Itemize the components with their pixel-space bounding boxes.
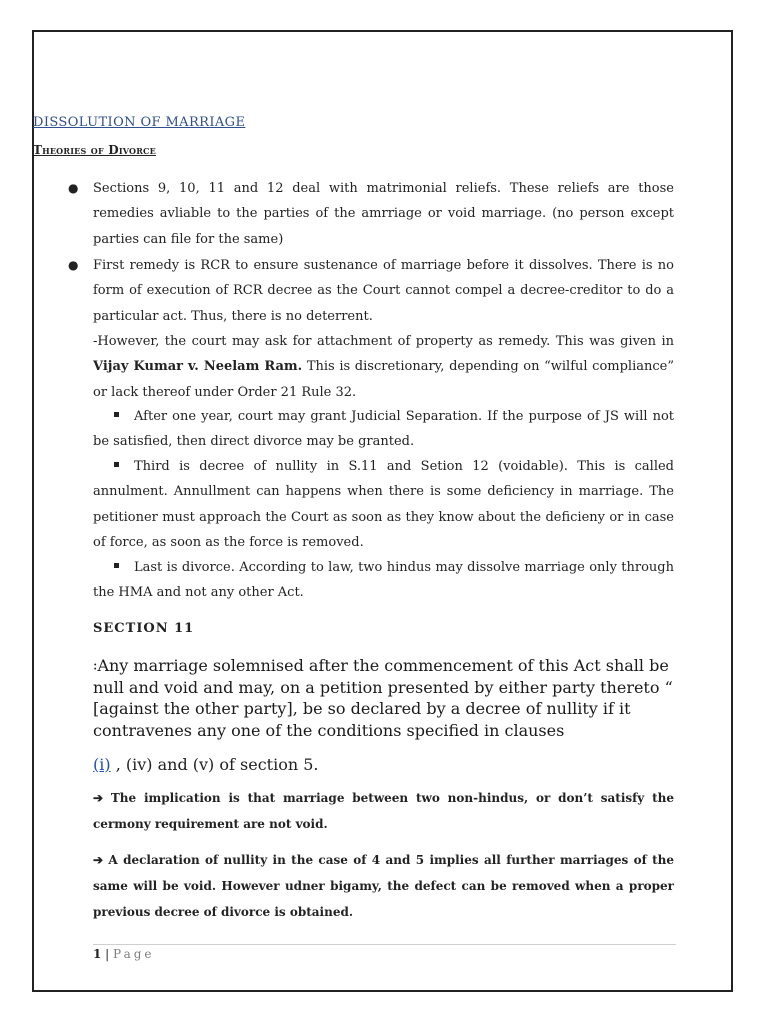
section-quote-end [93, 755, 319, 774]
sub-item-text: Last is divorce. According to law, two hindus may dissolve marriage only through the HMA and not any other Act. [93, 560, 674, 601]
sub-item-2 [93, 454, 674, 556]
arrow-point-2: ➔ A declaration of nullity in the case of 4 and 5 implies all further marriages of the same will be void. However udner bigamy, the defect can be removed when a proper previous decree of divorce is obtained. [93, 853, 674, 919]
bullet-dot-icon: ● [68, 181, 79, 195]
arrow-point-1: ➔ The implication is that marriage between two non-hindus, or don’t satisfy the cermony requirement are not void. [93, 791, 674, 831]
however-suffix: This is discretionary, depending on “wilful compliance” or lack thereof under Order 21 Rule 32. [93, 359, 674, 400]
square-bullet-icon [114, 563, 119, 568]
quote-tail: , (iv) and (v) of section 5. [110, 755, 319, 774]
bullet-dot-icon: ● [68, 258, 79, 272]
sub-item-1 [93, 404, 674, 455]
page-footer [93, 947, 155, 961]
however-paragraph [93, 329, 674, 405]
footer-separator: | [101, 947, 114, 961]
section-quote: ꞉Any marriage solemnised after the commencement of this Act shall be null and void and may, on a petition presented by either party thereto “ [against the other party], be so declared by a decree of nullity if it contravenes any one of the conditions specified in clauses [93, 656, 673, 740]
section-heading: SECTION 11 [93, 621, 195, 636]
square-bullet-icon [114, 462, 119, 467]
clause-link[interactable]: (i) [93, 755, 111, 774]
case-name: Vijay Kumar v. Neelam Ram. [93, 359, 303, 375]
footer-divider [93, 944, 676, 945]
page-number: 1 [93, 947, 102, 961]
bullet-item-2: First remedy is RCR to ensure sustenance of marriage before it dissolves. There is no form of execution of RCR decree as the Court cannot compel a decree-creditor to do a particular act. Thus, there is no deterrent. [93, 258, 674, 324]
bullet-item-1: Sections 9, 10, 11 and 12 deal with matrimonial reliefs. These reliefs are those remedies avliable to the parties of the amrriage or void marriage. (no person except parties can file for the same) [93, 181, 674, 247]
page-label: Page [113, 947, 155, 961]
square-bullet-icon [114, 412, 119, 417]
document-title: DISSOLUTION OF MARRIAGE [33, 115, 246, 130]
sub-item-3 [93, 555, 674, 606]
sub-item-text: After one year, court may grant Judicial Separation. If the purpose of JS will not be satisfied, then direct divorce may be granted. [93, 409, 674, 450]
however-prefix: -However, the court may ask for attachment of property as remedy. This was given in [93, 334, 674, 349]
document-subtitle: Theories of Divorce [33, 143, 156, 157]
sub-item-text: Third is decree of nullity in S.11 and Setion 12 (voidable). This is called annulment. Annullment can happens when there is some deficiency in marriage. The petitioner must approach the Court as soon as they know about the deficieny or in case of force, as soon as the force is removed. [93, 459, 674, 551]
